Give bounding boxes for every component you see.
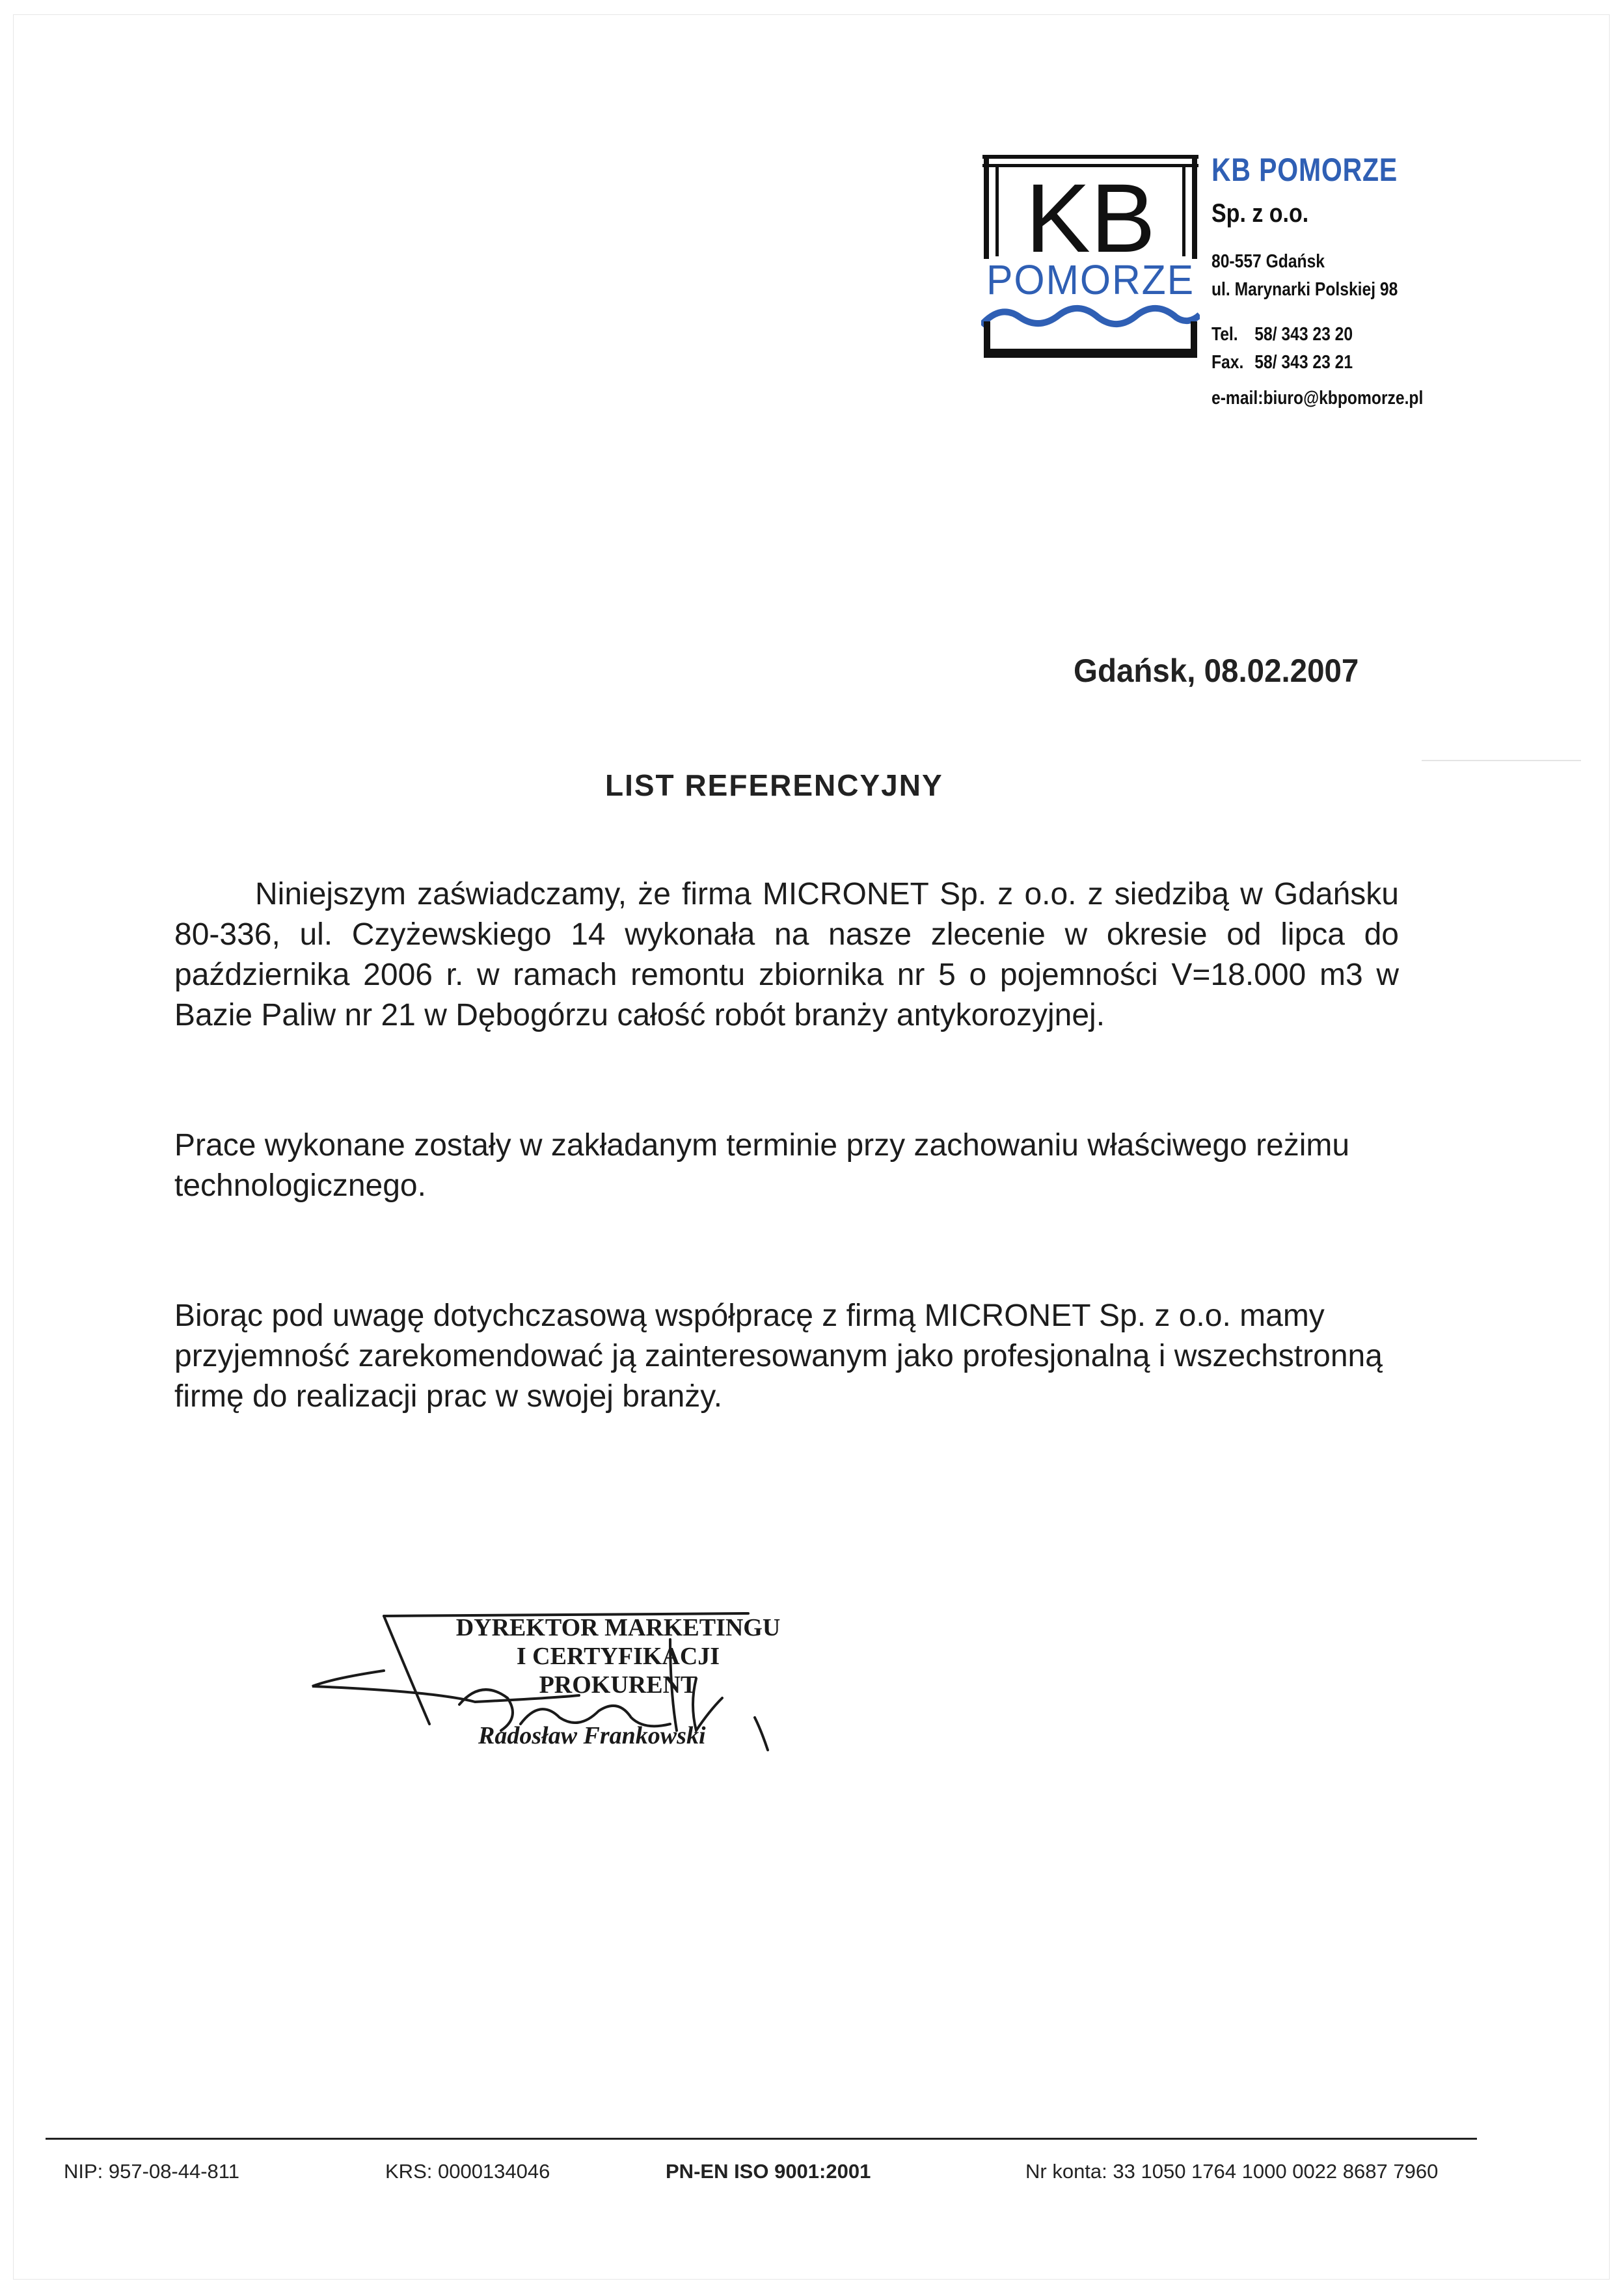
stamp-line-2: I CERTYFIKACJI (516, 1643, 720, 1670)
address-street: ul. Marynarki Polskiej 98 (1211, 279, 1398, 300)
fax (1211, 353, 1444, 372)
company-info (1211, 154, 1485, 408)
company-legal-form: Sp. z o.o. (1211, 199, 1309, 228)
stamp-signatory-name: Radosław Frankowski (478, 1722, 706, 1749)
telephone-value: 58/ 343 23 20 (1254, 324, 1353, 345)
footer-iso: PN-EN ISO 9001:2001 (666, 2160, 871, 2183)
fax-label: Fax. (1211, 352, 1244, 373)
footer-nip: NIP: 957-08-44-811 (64, 2160, 239, 2183)
stamp-line-3: PROKURENT (539, 1671, 697, 1699)
decorative-rule (1422, 760, 1581, 761)
fax-value: 58/ 343 23 21 (1254, 352, 1353, 373)
company-logo (981, 151, 1200, 359)
telephone (1211, 325, 1444, 344)
signature-stamp (442, 1613, 794, 1699)
footer-krs: KRS: 0000134046 (385, 2160, 550, 2183)
logo-wordmark: POMORZE (986, 256, 1195, 303)
footer-bank-account: Nr konta: 33 1050 1764 1000 0022 8687 7960 (1025, 2160, 1439, 2183)
logo-monogram: KB (1025, 163, 1156, 273)
email: e-mail:biuro@kbpomorze.pl (1211, 388, 1424, 409)
body-paragraph-3: Biorąc pod uwagę dotychczasową współpracę z firmą MICRONET Sp. z o.o. mamy przyjemność zarekomendować ją zainteresowanym jako profesjonalną i wszechstronną firmę do realizacji prac w swojej branży. (174, 1299, 1383, 1414)
body-paragraph-1: Niniejszym zaświadczamy, że firma MICRONET Sp. z o.o. z siedzibą w Gdańsku 80-336, ul. Czyżewskiego 14 wykonała na nasze zlecenie w okresie od lipca do października 2006 r. w ramach remontu zbiornika nr 5 o pojemności V=18.000 m3 w Bazie Paliw nr 21 w Dębogórzu całość robót branży antykorozyjnej. (174, 877, 1399, 1032)
date-line: Gdańsk, 08.02.2007 (1074, 653, 1359, 689)
footer-rule (46, 2138, 1477, 2140)
company-name: KB POMORZE (1211, 152, 1398, 188)
document-title: LIST REFERENCYJNY (605, 768, 943, 802)
telephone-label: Tel. (1211, 324, 1238, 345)
stamp-line-1: DYREKTOR MARKETINGU (455, 1614, 781, 1641)
body-paragraph-2: Prace wykonane zostały w zakładanym terminie przy zachowaniu właściwego reżimu technologicznego. (174, 1128, 1350, 1203)
address-postal: 80-557 Gdańsk (1211, 251, 1325, 272)
